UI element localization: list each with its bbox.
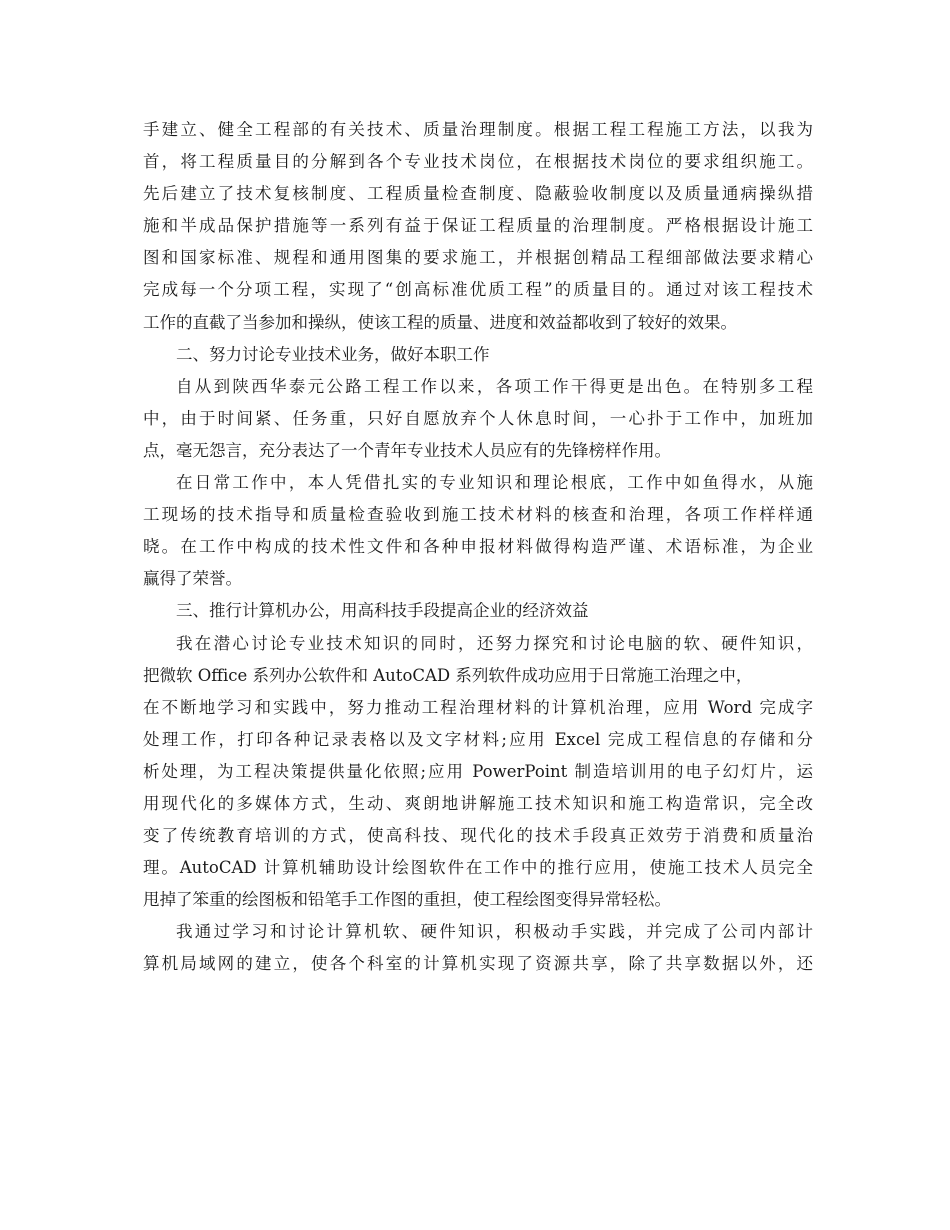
text-line: 把微软 Office 系列办公软件和 AutoCAD 系列软件成功应用于日常施工治理之中， [143,665,753,685]
text-line: 先后建立了技术复核制度、工程质量检查制度、隐蔽验收制度以及质量通病操纵措 [143,184,813,204]
text-line: 甩掉了笨重的绘图板和铅笔手工作图的重担，使工程绘图变得异常轻松。 [143,890,671,910]
text-line: 完成每一个分项工程，实现了“创高标准优质工程”的质量目的。通过对该工程技术 [143,280,813,300]
section-heading: 三、推行计算机办公，用高科技手段提高企业的经济效益 [176,601,589,621]
section-heading: 二、努力讨论专业技术业务，做好本职工作 [176,344,490,364]
text-line: 我在潜心讨论专业技术知识的同时，还努力探究和讨论电脑的软、硬件知识， [176,633,813,653]
text-line: 析处理，为工程决策提供量化依照;应用 PowerPoint 制造培训用的电子幻灯片，运 [143,761,813,781]
text-line: 图和国家标准、规程和通用图集的要求施工，并根据创精品工程细部做法要求精心 [143,248,813,268]
text-line: 施和半成品保护措施等一系列有益于保证工程质量的治理制度。严格根据设计施工 [143,216,813,236]
text-line: 自从到陕西华泰元公路工程工作以来，各项工作干得更是出色。在特别多工程 [176,376,813,396]
text-line: 在不断地学习和实践中，努力推动工程治理材料的计算机治理，应用 Word 完成字 [143,697,813,717]
text-line: 手建立、健全工程部的有关技术、质量治理制度。根据工程工程施工方法，以我为 [143,120,813,139]
text-line: 中，由于时间紧、任务重，只好自愿放弃个人休息时间，一心扑于工作中，加班加 [143,408,813,428]
text-line: 我通过学习和讨论计算机软、硬件知识，积极动手实践，并完成了公司内部计 [176,922,813,942]
text-line: 工作的直截了当参加和操纵，使该工程的质量、进度和效益都收到了较好的效果。 [143,312,737,332]
text-line: 晓。在工作中构成的技术性文件和各种申报材料做得构造严谨、术语标准，为企业 [143,537,813,557]
text-line: 用现代化的多媒体方式，生动、爽朗地讲解施工技术知识和施工构造常识，完全改 [143,793,813,813]
text-line: 点，毫无怨言，充分表达了一个青年专业技术人员应有的先锋榜样作用。 [143,440,671,460]
text-line: 工现场的技术指导和质量检查验收到施工技术材料的核查和治理，各项工作样样通 [143,505,813,525]
text-line: 赢得了荣誉。 [143,569,242,589]
text-line: 理。AutoCAD 计算机辅助设计绘图软件在工作中的推行应用，使施工技术人员完全 [143,858,813,878]
text-line: 算机局域网的建立，使各个科室的计算机实现了资源共享，除了共享数据以外，还 [143,954,813,974]
text-line: 变了传统教育培训的方式，使高科技、现代化的技术手段真正效劳于消费和质量治 [143,826,813,846]
text-line: 在日常工作中，本人凭借扎实的专业知识和理论根底，工作中如鱼得水，从施 [176,473,813,493]
document-body [143,114,813,981]
text-line: 首，将工程质量目的分解到各个专业技术岗位，在根据技术岗位的要求组织施工。 [143,152,813,172]
text-line: 处理工作，打印各种记录表格以及文字材料;应用 Excel 完成工程信息的存储和分 [143,729,813,749]
